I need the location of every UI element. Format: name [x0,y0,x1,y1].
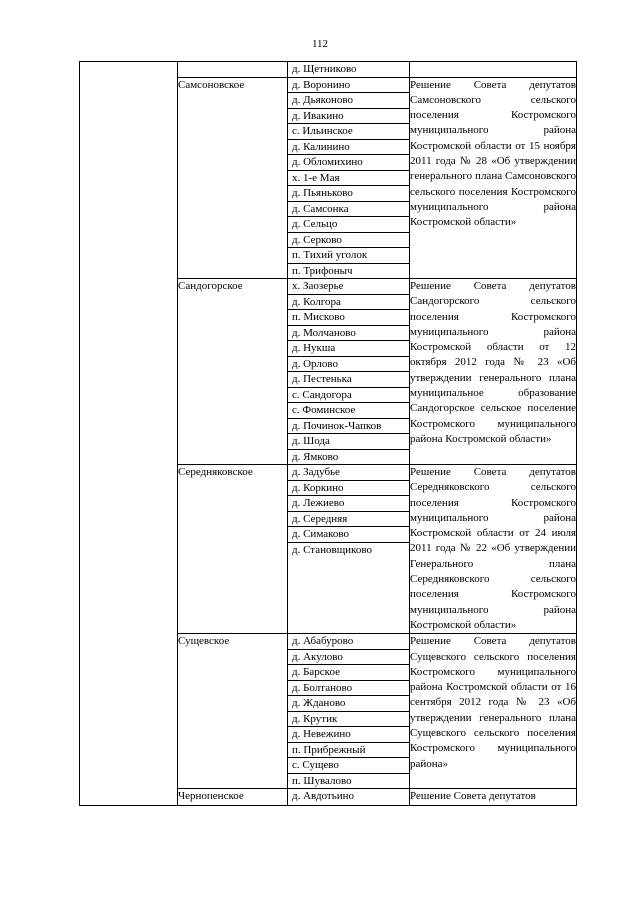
locality-item: д. Щетниково [292,63,357,75]
localities-list [288,279,409,464]
locality-item: п. Прибрежный [288,742,409,758]
locality-item: с. Ильинское [288,124,409,140]
settlement-name-cell: Середняковское [178,465,288,634]
decision-text: Решение Совета депутатов Середняковского сельского поселения Костромского муниципального района Костромской области от 24 июля 2011 года № 22 «Об утверждении Генерального плана Середняковского сельского поселения Костромского муниципального района Костромской области» [410,465,577,634]
locality-item: п. Шувалово [292,774,352,787]
locality-item: д. Молчаново [288,325,409,341]
locality-item: д. Пестенька [288,372,409,388]
locality-item: д. Сельцо [288,217,409,233]
locality-item: д. Шода [288,434,409,450]
locality-item: д. Жданово [288,696,409,712]
localities-list [288,634,409,788]
locality-item: д. Середняя [288,511,409,527]
settlement-name-cell: Сандогорское [178,279,288,465]
decision-text: Решение Совета депутатов Самсоновского сельского поселения Костромского муниципального района Костромской области от 15 ноября 2011 года № 28 «Об утверждении генерального плана Самсоновского сельского поселения Костромского муниципального района Костромской области» [410,77,577,279]
localities-list [288,789,409,804]
locality-item: д. Серково [288,232,409,248]
locality-item: д. Невежино [288,727,409,743]
settlement-name-cell [178,62,288,78]
localities-cell [288,62,410,78]
district-cell [80,62,178,806]
decision-text: Решение Совета депутатов [410,789,577,805]
locality-item: п. Трифоныч [292,264,353,277]
locality-item: х. Заозерье [288,279,409,294]
decision-text: Решение Совета депутатов Сущевского сельского поселения Костромского муниципального района Костромской области от 16 сентября 2012 года № 23 «Об утверждении генерального плана Сущевского сельского поселения Костромского муниципального района» [410,634,577,789]
localities-cell [288,279,410,465]
localities-cell [288,634,410,789]
locality-item: д. Абабурово [288,634,409,649]
locality-item: п. Тихий уголок [288,248,409,264]
localities-cell [288,789,410,805]
page-number: 112 [311,38,329,50]
locality-item: д. Самсонка [288,201,409,217]
localities-list [288,465,409,557]
locality-item: д. Пьяньково [288,186,409,202]
locality-item: д. Крутик [288,711,409,727]
locality-item: д. Колгора [288,294,409,310]
locality-item: д. Коркино [288,480,409,496]
locality-item: д. Орлово [288,356,409,372]
locality-item: д. Авдотьино [292,790,355,803]
locality-item: д. Починок-Чапков [288,418,409,434]
settlement-name-cell: Сущевское [178,634,288,789]
locality-item: д. Становщиково [292,543,372,556]
localities-list [288,62,409,77]
locality-item: с. Сущево [288,758,409,774]
table-row [80,62,577,78]
locality-item: д. Лежиево [288,496,409,512]
locality-item: д. Дьяконово [288,93,409,109]
localities-cell [288,77,410,279]
locality-item: д. Обломихино [288,155,409,171]
settlements-table [79,61,577,806]
settlement-name-cell: Чернопенское [178,789,288,805]
settlement-name-cell: Самсоновское [178,77,288,279]
locality-item: д. Калинино [288,139,409,155]
locality-item: д. Акулово [288,649,409,665]
locality-item: х. 1-е Мая [288,170,409,186]
locality-item: д. Симаково [288,527,409,543]
locality-item: п. Мисково [288,310,409,326]
localities-cell [288,465,410,634]
locality-item: с. Фоминское [288,403,409,419]
decision-cell [410,62,577,78]
locality-item: д. Болтаново [288,680,409,696]
locality-item: д. Задубье [288,465,409,480]
localities-list [288,78,409,279]
locality-item: д. Ивакино [288,108,409,124]
locality-item: д. Ямково [292,450,339,463]
decision-text: Решение Совета депутатов Сандогорского сельского поселения Костромского муниципального района Костромской области от 12 октября 2012 года № 23 «Об утверждении генерального плана муниципальное образование Сандогорское сельское поселение Костромского муниципального района Костромской области» [410,279,577,465]
locality-item: д. Барское [288,665,409,681]
locality-item: д. Нукша [288,341,409,357]
locality-item: с. Сандогора [288,387,409,403]
locality-item: д. Воронино [288,78,409,93]
